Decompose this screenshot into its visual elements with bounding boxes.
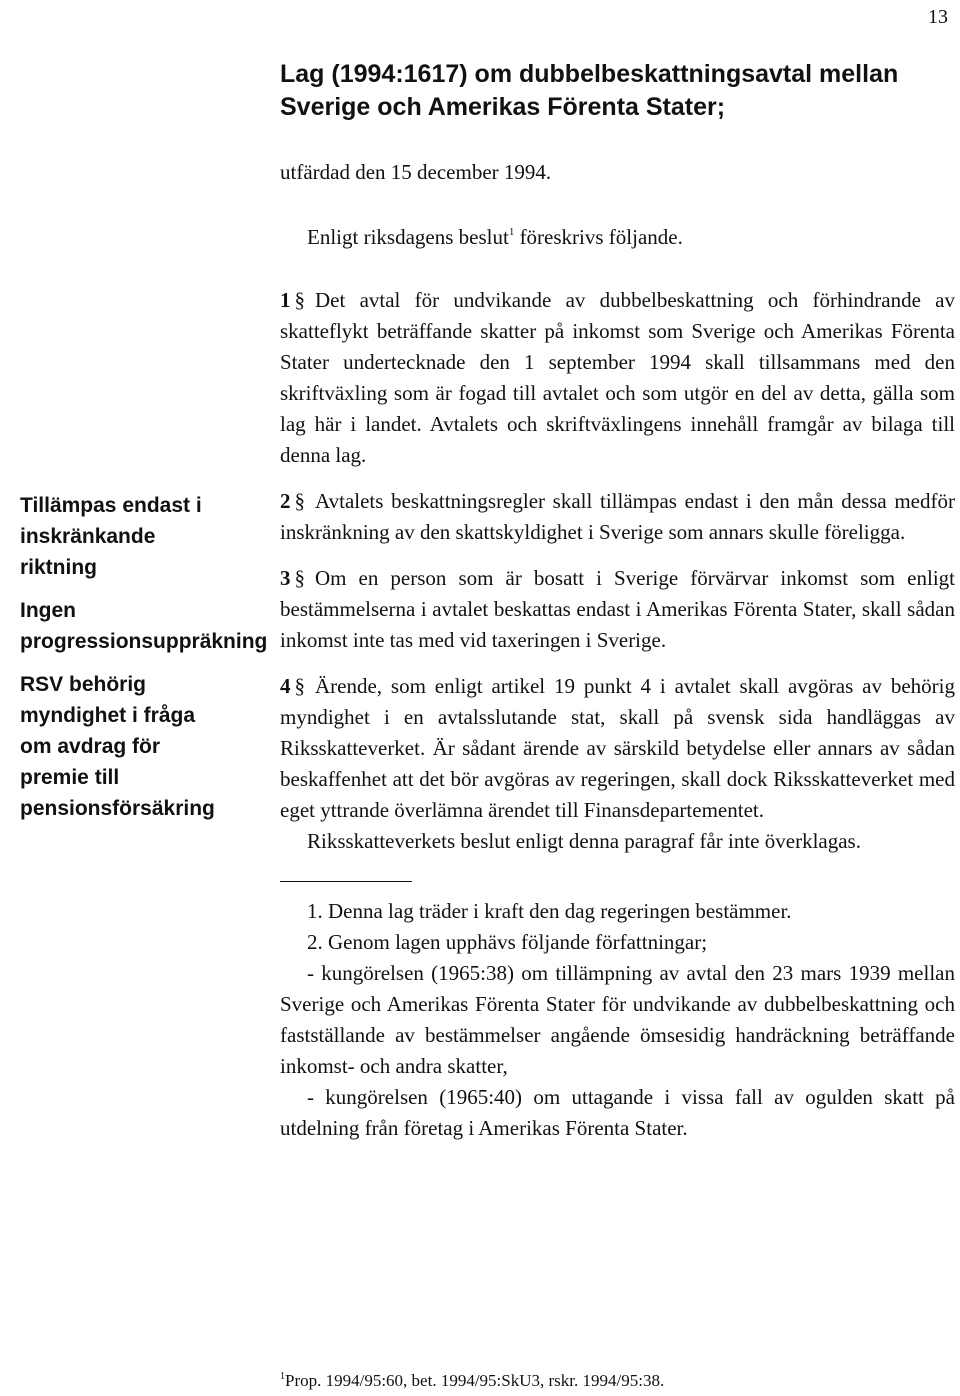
margin-notes [20, 490, 268, 834]
footnote-text: Prop. 1994/95:60, bet. 1994/95:SkU3, rskr. 1994/95:38. [285, 1371, 665, 1390]
footnote-marker: 1 [280, 1371, 285, 1382]
margin-note-progression: Ingen progressionsuppräkning [20, 599, 268, 653]
section-number: 4 [280, 674, 291, 698]
enacting-clause [307, 222, 683, 257]
transitional-repealed-1: - kungörelsen (1965:38) om tillämpning av avtal den 23 mars 1939 mellan Sverige och Amerikas Förenta Stater för undvikande av dubbelbeskattning och fastställande av bestämmelser angående ömsesidig handräckning beträffande inkomst- och andra skatter, [280, 961, 955, 1078]
section-3 [280, 563, 955, 656]
section-4 [280, 671, 955, 826]
section-4-paragraph-2: Riksskatteverkets beslut enligt denna paragraf får inte överklagas. [307, 829, 861, 853]
section-1 [280, 285, 955, 471]
footnote-reference[interactable]: 1 [508, 226, 515, 238]
section-2 [280, 486, 955, 548]
section-sign: § [294, 674, 305, 698]
section-text: Om en person som är bosatt i Sverige förvärvar inkomst som enligt bestämmelserna i avtalet beskattas endast i Amerikas Förenta Stater, skall sådan inkomst inte tas med vid taxeringen i Sverige. [280, 566, 955, 652]
document-title: Lag (1994:1617) om dubbelbeskattningsavtal mellan Sverige och Amerikas Förenta Stater; [280, 60, 899, 121]
section-number: 2 [280, 489, 291, 513]
enacting-text-before: Enligt riksdagens beslut [307, 225, 509, 249]
section-sign: § [294, 489, 305, 513]
issued-date: utfärdad den 15 december 1994. [280, 160, 552, 184]
section-text: Ärende, som enligt artikel 19 punkt 4 i avtalet skall avgöras av behörig myndighet i en avtalsslutande stat, skall på svensk sida handläggas av Riksskatteverket. Är sådant ärende av särskild betydelse eller annars av sådan beskaffenhet att det bör avgöras av regeringen, skall dock Riksskatteverket med eget yttrande överlämna ärendet till Finansdepartementet. [280, 674, 955, 822]
section-sign: § [294, 566, 305, 590]
section-number: 1 [280, 288, 291, 312]
section-text: Det avtal för undvikande av dubbelbeskattning och förhindrande av skatteflykt beträffande skatter på inkomst som Sverige och Amerikas Förenta Stater undertecknade den 1 september 1994 skall tillsammans med den skriftväxling som är fogad till avtalet och som utgör en del av detta, gälla som lag här i landet. Avtalets och skriftväxlingens innehåll framgår av bilaga till denna lag. [280, 288, 955, 467]
footnote [280, 1371, 664, 1394]
transitional-item-2: 2. Genom lagen upphävs följande författningar; [307, 930, 708, 954]
transitional-repealed-2: - kungörelsen (1965:40) om uttagande i vissa fall av ogulden skatt på utdelning från företag i Amerikas Förenta Stater. [280, 1085, 955, 1140]
margin-note-restriction: Tillämpas endast i inskränkande riktning [20, 494, 202, 579]
section-text: Avtalets beskattningsregler skall tillämpas endast i den mån dessa medför inskränkning av den skattskyldighet i Sverige som annars skulle föreligga. [280, 489, 955, 544]
section-sign: § [294, 288, 305, 312]
margin-note-rsv: RSV behörig myndighet i fråga om avdrag för premie till pensionsförsäkring [20, 673, 215, 820]
page-number: 13 [928, 6, 948, 28]
transitional-divider [280, 881, 412, 882]
main-text [280, 285, 955, 1144]
section-number: 3 [280, 566, 291, 590]
enacting-text-after: föreskrivs följande. [519, 225, 683, 249]
transitional-item-1: 1. Denna lag träder i kraft den dag regeringen bestämmer. [307, 899, 792, 923]
